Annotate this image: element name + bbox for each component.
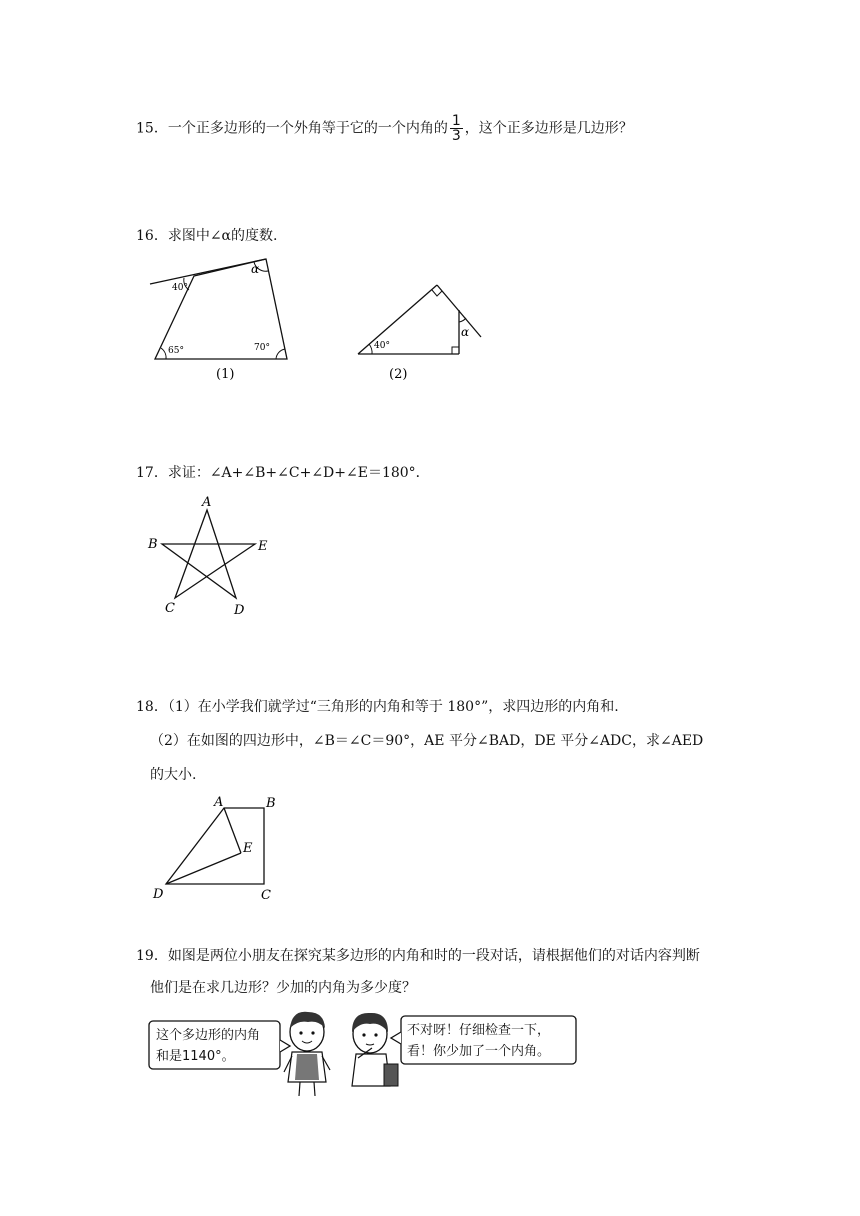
point-label-a: A xyxy=(214,795,224,810)
q19-line1-text: 如图是两位小朋友在探究某多边形的内角和时的一段对话，请根据他们的对话内容判断 xyxy=(167,948,700,964)
bubble-left-line-1: 这个多边形的内角 xyxy=(156,1028,261,1043)
q15-text-before: 一个正多边形的一个外角等于它的一个内角的 xyxy=(167,120,448,137)
q18-part1-text: （1）在小学我们就学过“三角形的内角和等于 180°”，求四边形的内角和. xyxy=(167,699,619,715)
bubble-left-line-2: 和是1140°。 xyxy=(156,1049,235,1064)
point-label-e: E xyxy=(243,841,253,856)
star-label-e: E xyxy=(258,539,268,554)
q19-number: 19． xyxy=(136,948,168,964)
bubble-right-line-2: 看！你少加了一个内角。 xyxy=(407,1044,551,1059)
angle-label-40: 40° xyxy=(374,341,390,351)
bubble-right-line-1: 不对呀！仔细检查一下， xyxy=(407,1023,551,1038)
star-label-d: D xyxy=(234,603,245,618)
q19-line2-text: 他们是在求几边形？少加的内角为多少度？ xyxy=(150,980,416,996)
figure-label-1: (1) xyxy=(216,367,235,382)
q16-number: 16． xyxy=(136,228,168,244)
fraction-numerator: 1 xyxy=(451,113,461,129)
q17-number: 17． xyxy=(136,465,168,481)
star-label-a: A xyxy=(202,495,212,510)
q15-text-after: ，这个正多边形是几边形？ xyxy=(464,120,633,137)
speech-bubble-right-tail xyxy=(391,1032,401,1044)
angle-label-65: 65° xyxy=(168,346,184,356)
child-right-illustration xyxy=(352,1013,398,1086)
child-left-illustration xyxy=(284,1012,330,1096)
angle-label-70: 70° xyxy=(254,343,270,353)
point-label-c: C xyxy=(261,888,271,903)
q17-text: 求证：∠A+∠B+∠C+∠D+∠E＝180°． xyxy=(167,465,430,481)
alpha-label: α xyxy=(251,262,260,276)
q16-text: 求图中∠α的度数. xyxy=(167,228,278,244)
q18-part2-line2-text: 的大小. xyxy=(150,767,197,783)
figure-label-2: (2) xyxy=(389,367,408,382)
q15-number: 15． xyxy=(136,120,168,137)
speech-bubble-left-tail xyxy=(280,1040,290,1052)
point-label-b: B xyxy=(266,796,276,811)
star-label-c: C xyxy=(165,601,175,616)
star-label-b: B xyxy=(148,537,158,552)
alpha-label: α xyxy=(461,325,470,339)
point-label-d: D xyxy=(153,887,164,902)
q18-part2-line1-text: （2）在如图的四边形中，∠B＝∠C＝90°，AE 平分∠BAD，DE 平分∠ADC，求∠AED xyxy=(150,733,704,749)
fraction-denominator: 3 xyxy=(451,128,461,144)
angle-label-40: 40° xyxy=(172,283,188,293)
q18-number: 18． xyxy=(136,699,168,715)
